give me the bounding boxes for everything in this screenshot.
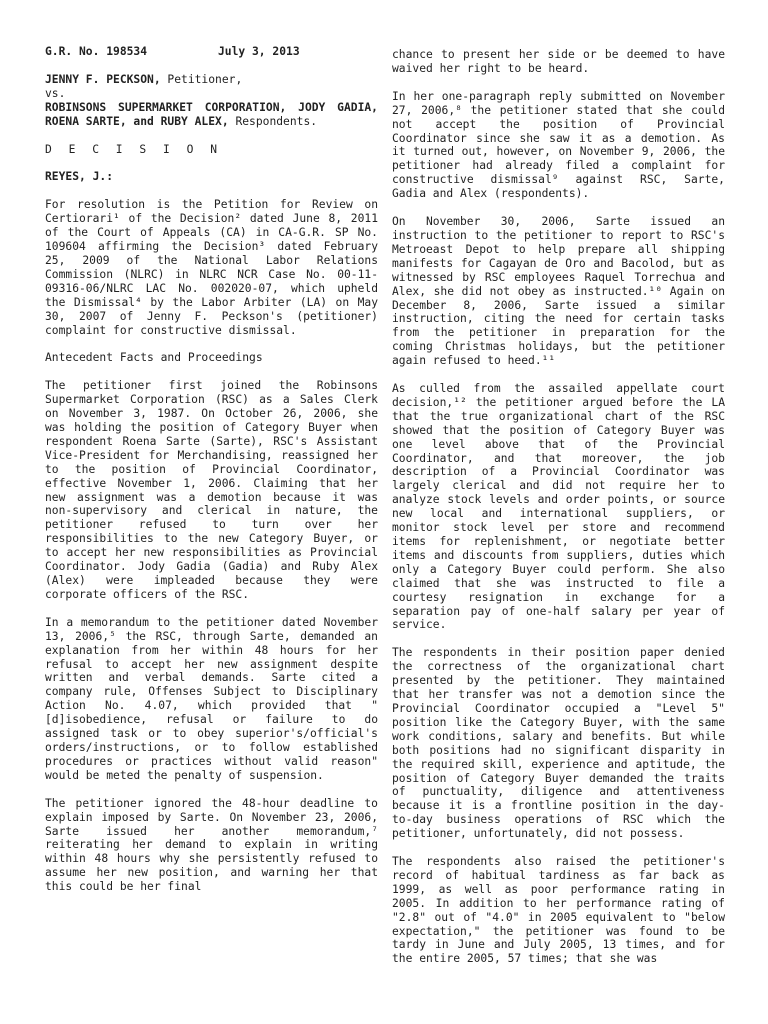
case-header xyxy=(45,45,378,59)
paragraph: The respondents also raised the petitioner's record of habitual tardiness as far back as 1999, as well as poor performance rating in 2005. In addition to her performance rating of "2.8" out of "4.0" in 2005 equivalent to "below expectation," the petitioner was found to be tardy in June and July 2005, 13 times, and for the entire 2005, 57 times; that she was xyxy=(392,855,725,966)
respondents-role: Respondents. xyxy=(228,114,318,128)
right-column xyxy=(392,48,725,980)
decision-label: D E C I S I O N xyxy=(45,142,223,156)
paragraph: For resolution is the Petition for Review on Certiorari¹ of the Decision² dated June 8, 2011 of the Court of Appeals (CA) in CA-G.R. SP No. 109604 affirming the Decision³ dated February 25, 2009 of the National Labor Relations Commission (NLRC) in NLRC NCR Case No. 00-11-09316-06/NLRC LAC No. 002020-07, which upheld the Dismissal⁴ by the Labor Arbiter (LA) on May 30, 2007 of Jenny F. Peckson's (petitioner) complaint for constructive dismissal. xyxy=(45,198,378,337)
ponente: REYES, J.: xyxy=(45,170,114,184)
paragraph: The petitioner first joined the Robinsons Supermarket Corporation (RSC) as a Sales Clerk on November 3, 1987. On October 26, 2006, she was holding the position of Category Buyer when respondent Roena Sarte (Sarte), RSC's Assistant Vice-President for Merchandising, reassigned her to the position of Provincial Coordinator, effective November 1, 2006. Claiming that her new assignment was a demotion because it was non-supervisory and clerical in nature, the petitioner refused to turn over her responsibilities to the new Category Buyer, or to accept her new responsibilities as Provincial Coordinator. Jody Gadia (Gadia) and Ruby Alex (Alex) were impleaded because they were corporate officers of the RSC. xyxy=(45,379,378,601)
left-column xyxy=(45,45,378,908)
decision-date: July 3, 2013 xyxy=(218,45,300,58)
case-parties xyxy=(45,73,378,129)
paragraph: The petitioner ignored the 48-hour deadline to explain imposed by Sarte. On November 23, 2006, Sarte issued her another memorandum,⁷ reiterating her demand to explain in writing within 48 hours why she persistently refused to assume her new position, and warning her that this could be her final xyxy=(45,796,378,894)
paragraph: In her one-paragraph reply submitted on November 27, 2006,⁸ the petitioner stated that she could not accept the position of Provincial Coordinator since she saw it as a demotion. As it turned out, however, on November 9, 2006, the petitioner had already filed a complaint for constructive dismissal⁹ against RSC, Sarte, Gadia and Alex (respondents). xyxy=(392,89,725,201)
paragraph: In a memorandum to the petitioner dated November 13, 2006,⁵ the RSC, through Sarte, demanded an explanation from her within 48 hours for her refusal to accept her new assignment despite written and verbal demands. Sarte cited a company rule, Offenses Subject to Disciplinary Action No. 4.07, which provided that "[d]isobedience, refusal or failure to do assigned task or to obey superior's/official's orders/instructions, or to follow established procedures or practices without valid reason" would be meted the penalty of suspension. xyxy=(45,615,378,782)
petitioner-name: JENNY F. PECKSON, xyxy=(45,72,161,86)
paragraph: chance to present her side or be deemed to have waived her right to be heard. xyxy=(392,48,725,75)
gr-number: G.R. No. 198534 xyxy=(45,45,148,58)
paragraph: As culled from the assailed appellate court decision,¹² the petitioner argued before the LA that the true organizational chart of the RSC showed that the position of Category Buyer was one level above that of the Provincial Coordinator, and that moreover, the job description of a Provincial Coordinator was largely clerical and did not require her to analyze stock levels and order points, or source new local and international suppliers, or monitor stock level per store and recommend items for replenishment, or negotiate better items and discounts from suppliers, duties which only a Category Buyer could perform. She also claimed that she was instructed to file a courtesy resignation in exchange for a separation pay of one-half salary per year of service. xyxy=(392,382,725,632)
versus: vs. xyxy=(45,86,66,100)
respondents-names: ROBINSONS SUPERMARKET CORPORATION, JODY GADIA, ROENA SARTE, and RUBY ALEX, xyxy=(45,100,378,128)
section-heading: Antecedent Facts and Proceedings xyxy=(45,351,263,365)
petitioner-role: Petitioner, xyxy=(160,72,243,86)
paragraph: The respondents in their position paper denied the correctness of the organizational chart presented by the petitioner. They maintained that her transfer was not a demotion since the Provincial Coordinator occupied a "Level 5" position like the Category Buyer, with the same work conditions, salary and benefits. But while both positions had no significant disparity in the required skill, experience and aptitude, the position of Category Buyer demanded the traits of punctuality, diligence and attentiveness because it is a frontline position in the day-to-day business operations of RSC which the petitioner, unfortunately, did not possess. xyxy=(392,646,725,841)
paragraph: On November 30, 2006, Sarte issued an instruction to the petitioner to report to RSC's Metroeast Depot to help prepare all shipping manifests for Cagayan de Oro and Bacolod, but as witnessed by RSC employees Raquel Torrechua and Alex, she did not obey as instructed.¹⁰ Again on December 8, 2006, Sarte issued a similar instruction, citing the need for certain tasks from the petitioner in preparation for the coming Christmas holidays, but the petitioner again refused to heed.¹¹ xyxy=(392,215,725,368)
